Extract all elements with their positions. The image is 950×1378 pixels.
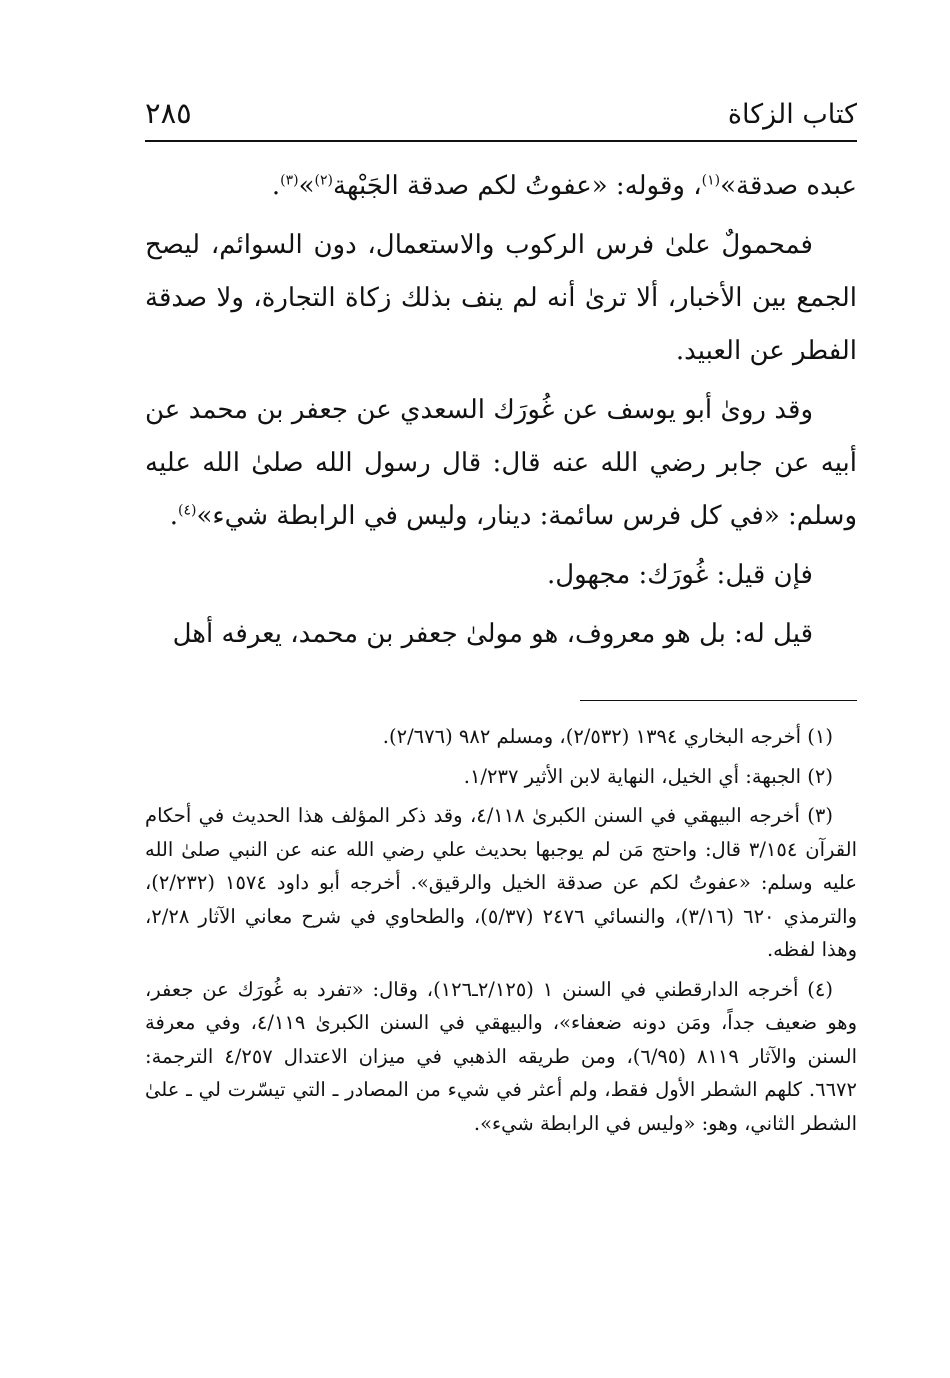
paragraph-4: فإن قيل: غُورَك: مجهول.: [546, 560, 813, 590]
page-number: ٢٨٥: [145, 96, 192, 130]
footnote-ref-4: (٤): [177, 502, 197, 519]
paragraph-2: فمحمولٌ علىٰ فرس الركوب والاستعمال، دون السوائم، ليصح الجمع بين الأخبار، ألا ترىٰ أنه لم ينف بذلك زكاة التجارة، ولا صدقة الفطر عن العبيد.: [145, 230, 857, 366]
footnote-ref-1: (١): [701, 172, 721, 189]
footnote-2: (٢) الجبهة: أي الخيل، النهاية لابن الأثير ١/٢٣٧.: [463, 764, 833, 788]
header-divider: [145, 140, 857, 142]
text-run: .: [271, 171, 281, 201]
footnote-3: (٣) أخرجه البيهقي في السنن الكبرىٰ ٤/١١٨، وقد ذكر المؤلف هذا الحديث في أحكام القرآن ٣/١٥٤ قال: واحتج مَن لم يوجبها بحديث علي رضي الله عنه عن النبي صلىٰ الله عليه وسلم: «عفوتُ لكم عن صدقة الخيل والرقيق». أخرجه أبو داود ١٥٧٤ (٢/٢٣٢)، والترمذي ٦٢٠ (٣/١٦)، والنسائي ٢٤٧٦ (٥/٣٧)، والطحاوي في شرح معاني الآثار ٢/٢٨، وهذا لفظه.: [145, 804, 858, 961]
footnote-ref-2: (٢): [314, 172, 334, 189]
text-run: ، وقوله: «عفوتُ لكم صدقة الجَبْهة: [333, 171, 702, 201]
paragraph-5: قيل له: بل هو معروف، هو مولىٰ جعفر بن محمد، يعرفه أهل: [172, 619, 813, 649]
paragraph-1: [145, 160, 857, 213]
main-text: [145, 160, 857, 667]
paragraph-3: [145, 384, 857, 543]
footnote-1: (١) أخرجه البخاري ١٣٩٤ (٢/٥٣٢)، ومسلم ٩٨٢ (٢/٦٧٦).: [382, 725, 833, 748]
chapter-title: كتاب الزكاة: [727, 99, 857, 130]
footnote-divider: [580, 700, 857, 701]
text-run: وقد روىٰ أبو يوسف عن غُورَك السعدي عن جعفر بن محمد عن أبيه عن جابر رضي الله عنه قال: قال رسول الله صلىٰ الله عليه وسلم: «في كل فرس سائمة: دينار، وليس في الرابطة شيء»: [145, 395, 857, 531]
footnote-ref-3: (٣): [280, 172, 299, 189]
text-run: »: [298, 171, 315, 201]
text-run: عبده صدقة»: [720, 171, 857, 201]
text-run: .: [169, 501, 178, 531]
footnotes: [145, 720, 857, 1146]
running-header: [145, 96, 857, 142]
footnote-4: (٤) أخرجه الدارقطني في السنن ١ (٢/١٢٥ـ١٢٦)، وقال: «تفرد به غُورَك عن جعفر، وهو ضعيف جداً، ومَن دونه ضعفاء»، والبيهقي في السنن الكبرىٰ ٤/١١٩، وفي معرفة السنن والآثار ٨١١٩ (٦/٩٥)، ومن طريقه الذهبي في ميزان الاعتدال ٤/٢٥٧ الترجمة: ٦٦٧٢. كلهم الشطر الأول فقط، ولم أعثر في شيء من المصادر ـ التي تيسّرت لي ـ علىٰ الشطر الثاني، وهو: «وليس في الرابطة شيء».: [145, 977, 857, 1135]
